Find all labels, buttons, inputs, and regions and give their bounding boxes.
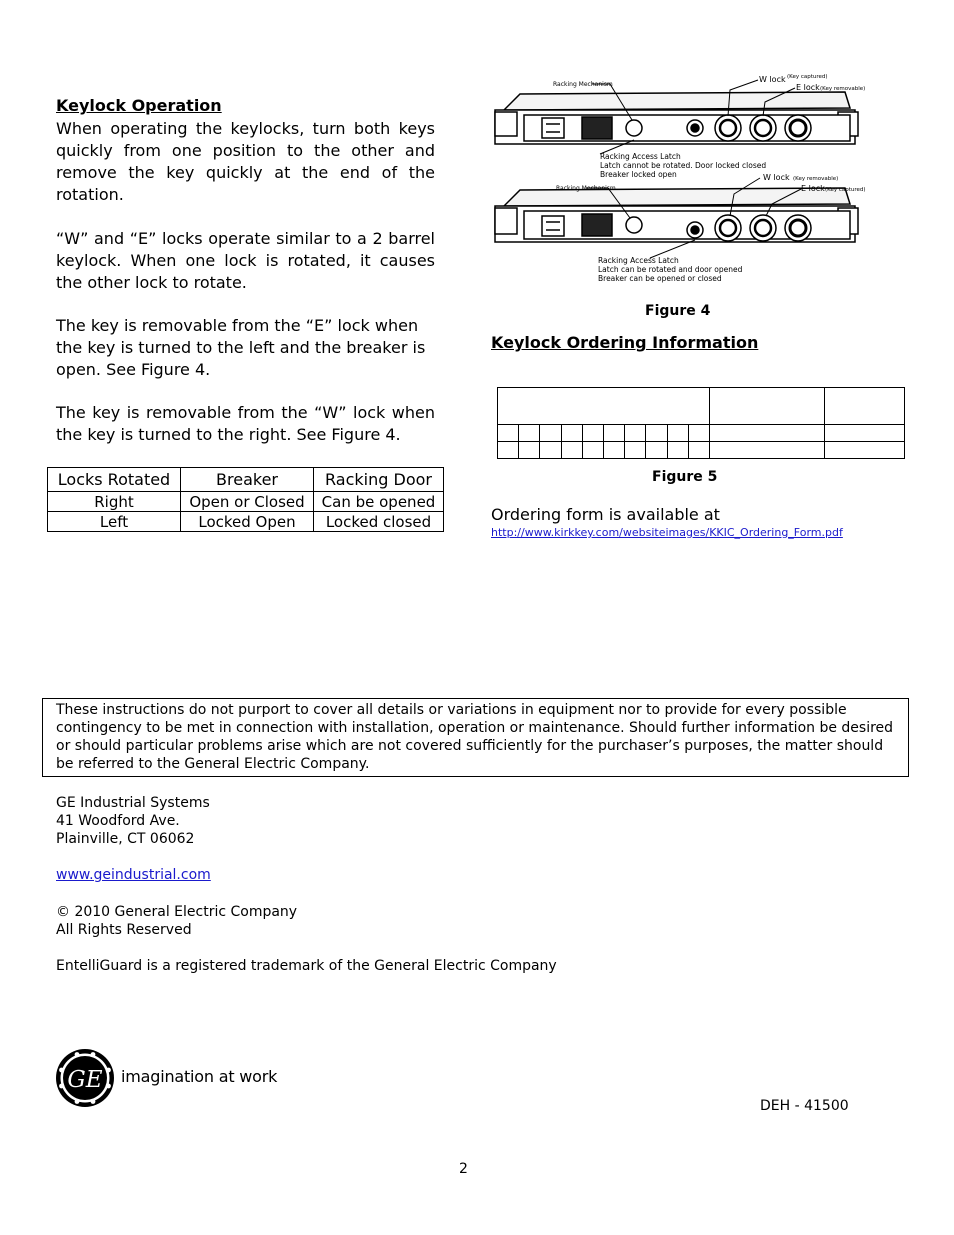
keylock-paragraph-4: The key is removable from the “W” lock when the key is turned to the right. See Figure 4. [56, 403, 435, 444]
table-cell [561, 425, 582, 442]
e-lock-note-bottom: (Key captured) [825, 187, 866, 193]
table-cell [519, 442, 540, 459]
table-cell [519, 425, 540, 442]
trademark-text: EntelliGuard is a registered trademark of the General Electric Company [56, 958, 557, 974]
disclaimer-text: These instructions do not purport to cover all details or variations in equipment nor to provide for every possible contingency to be met in connection with installation, operation or maintenance. Should further information be desired or should particular problems arise which are not covered sufficiently for the purchaser’s purposes, the matter should be referred to the General Electric Company. [56, 702, 894, 772]
table-cell [825, 388, 905, 425]
table-cell: Left [48, 512, 181, 532]
keylock-paragraph-2: “W” and “E” locks operate similar to a 2 barrel keylock. When one lock is rotated, it causes the other lock to rotate. [56, 229, 435, 292]
keylock-paragraph-3: The key is removable from the “E” lock when the key is turned to the left and the breaker is open. See Figure 4. [56, 316, 426, 379]
table-cell [646, 425, 667, 442]
table-cell [540, 442, 561, 459]
tagline: imagination at work [121, 1067, 278, 1086]
w-lock-label-top: W lock [759, 75, 786, 84]
table-cell [646, 442, 667, 459]
table-cell [582, 442, 603, 459]
latch-title-bottom: Racking Access Latch [598, 256, 679, 265]
website-link[interactable]: www.geindustrial.com [56, 867, 211, 883]
table-row [498, 388, 905, 425]
e-lock-label-bottom: E lock [801, 184, 825, 193]
copyright-block [56, 903, 297, 939]
keylock-operation-heading: Keylock Operation [56, 96, 222, 115]
copyright-text: © 2010 General Electric Company [56, 904, 298, 920]
breaker-drawing-top [495, 92, 858, 144]
table-cell [710, 442, 825, 459]
table-cell: Locked Open [181, 512, 314, 532]
breaker-drawing-bottom [495, 188, 858, 242]
table-cell [603, 425, 624, 442]
locks-rotated-table [47, 467, 444, 532]
ge-logo-icon [55, 1048, 115, 1108]
company-street: 41 Woodford Ave. [56, 813, 180, 829]
table-cell [825, 442, 905, 459]
company-name: GE Industrial Systems [56, 795, 210, 811]
table-header-cell: Breaker [181, 468, 314, 492]
e-lock-note-top: (Key removable) [820, 86, 866, 92]
table-cell [710, 388, 825, 425]
table-row [498, 425, 905, 442]
table-cell [498, 425, 519, 442]
table-cell: Can be opened [314, 492, 444, 512]
table-header-cell: Locks Rotated [48, 468, 181, 492]
table-cell [561, 442, 582, 459]
disclaimer-box [42, 698, 909, 777]
ge-logo-letters: GE [67, 1067, 103, 1093]
e-lock-label-top: E lock [796, 83, 820, 92]
table-cell [582, 425, 603, 442]
table-cell [625, 442, 646, 459]
figure-5-caption: Figure 5 [652, 469, 718, 485]
table-header-cell: Racking Door [314, 468, 444, 492]
table-cell [498, 388, 710, 425]
keylock-ordering-heading: Keylock Ordering Information [491, 333, 759, 352]
latch-line1-bottom: Latch can be rotated and door opened [598, 265, 743, 274]
table-row [498, 442, 905, 459]
ordering-form-text: Ordering form is available at [491, 505, 720, 524]
table-cell [667, 425, 688, 442]
table-header-row [48, 468, 444, 492]
table-cell [710, 425, 825, 442]
table-cell: Open or Closed [181, 492, 314, 512]
table-cell [688, 442, 709, 459]
table-cell [498, 442, 519, 459]
table-cell [625, 425, 646, 442]
ordering-form-link[interactable]: http://www.kirkkey.com/websiteimages/KKIC_Ordering_Form.pdf [491, 526, 843, 539]
table-cell [540, 425, 561, 442]
w-lock-label-bottom: W lock [763, 173, 790, 182]
latch-line2-bottom: Breaker can be opened or closed [598, 274, 722, 283]
table-cell: Right [48, 492, 181, 512]
figure-4-caption: Figure 4 [645, 303, 711, 319]
ordering-code-table [497, 387, 905, 459]
figure-4-drawing [490, 68, 870, 290]
rights-text: All Rights Reserved [56, 922, 192, 938]
table-cell [603, 442, 624, 459]
latch-line2-top: Breaker locked open [600, 170, 677, 179]
table-cell: Locked closed [314, 512, 444, 532]
table-cell [667, 442, 688, 459]
racking-mechanism-label-top: Racking Mechanism [553, 81, 613, 88]
table-row [48, 492, 444, 512]
latch-title-top: Racking Access Latch [600, 152, 681, 161]
w-lock-note-top: (Key captured) [787, 74, 828, 80]
document-number: DEH - 41500 [760, 1098, 849, 1114]
w-lock-note-bottom: (Key removable) [793, 176, 839, 182]
table-row [48, 512, 444, 532]
racking-mechanism-label-bottom: Racking Mechanism [556, 185, 616, 192]
company-city: Plainville, CT 06062 [56, 831, 195, 847]
company-address [56, 794, 210, 848]
keylock-paragraph-1: When operating the keylocks, turn both keys quickly from one position to the other and remove the key quickly at the end of the rotation. [56, 119, 435, 204]
table-cell [825, 425, 905, 442]
latch-line1-top: Latch cannot be rotated. Door locked closed [600, 161, 767, 170]
page-number: 2 [459, 1161, 468, 1177]
table-cell [688, 425, 709, 442]
